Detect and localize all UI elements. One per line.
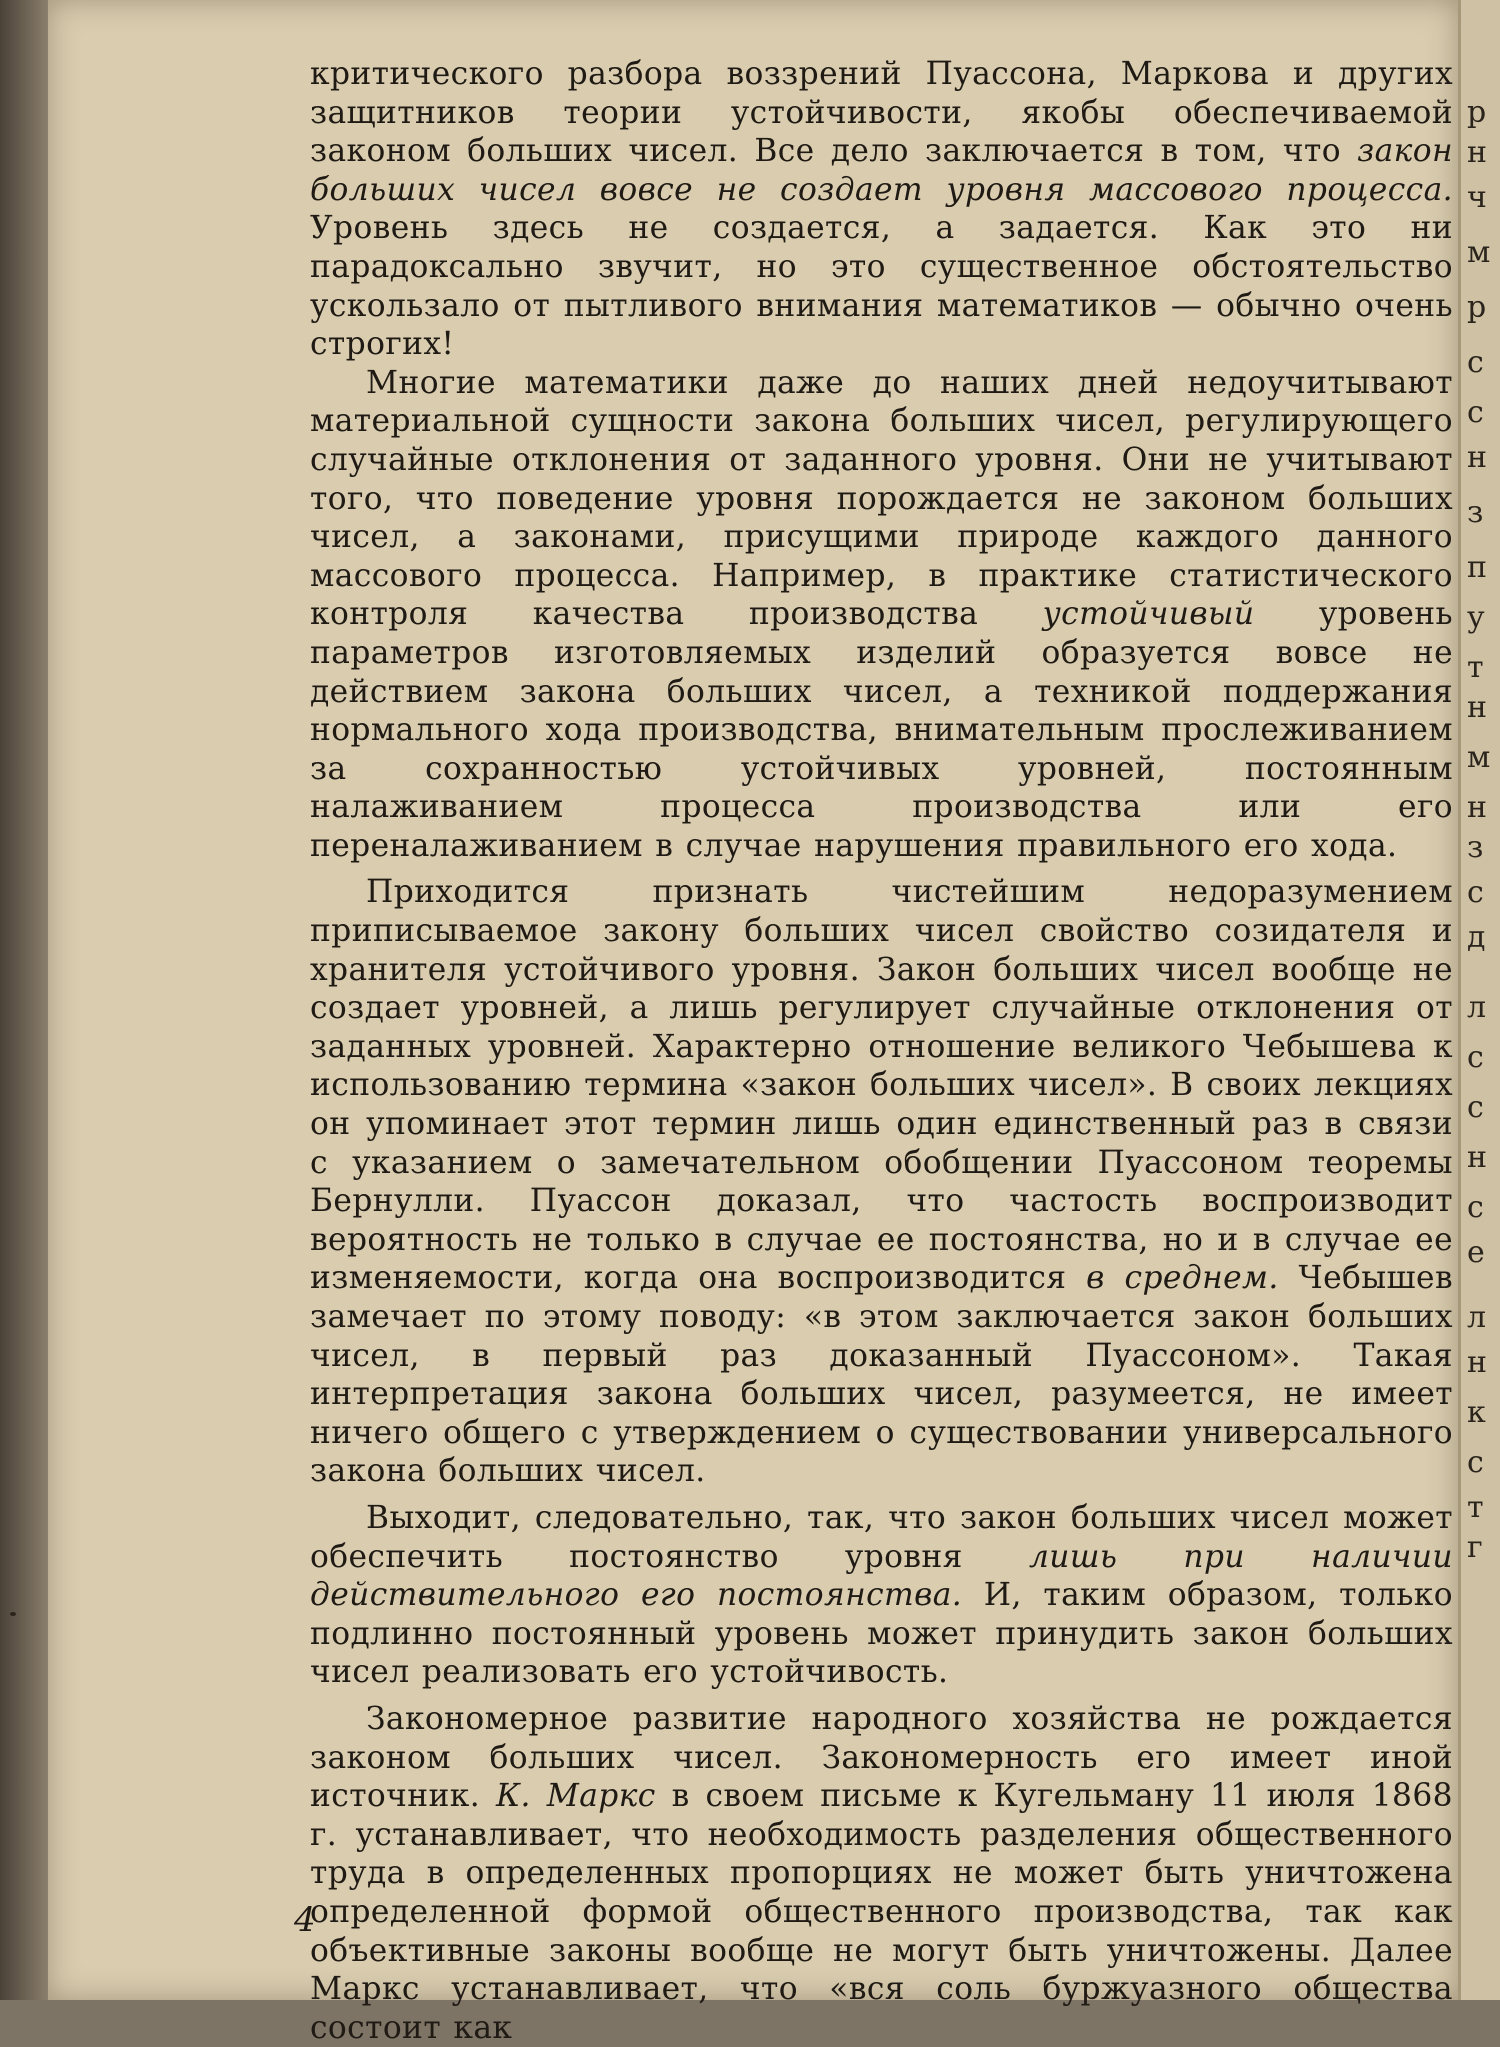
next-page-letter: с [1467,395,1484,430]
text-run: уровень параметров изготовляемых изделий образуется вовсе не действием закона больших чисел, а техникой поддержания нормального хода производства, внимательным прослеживанием за сохранностью устойчивых уровней, постоянным налаживанием процесса производства или его переналаживанием в случае нарушения правильного его хода. [310,596,1453,864]
paragraph [310,873,1453,1491]
next-page-letter: с [1467,1190,1484,1225]
paragraph [310,1499,1453,1692]
book-page [48,0,1458,2046]
next-page-letter: с [1467,1040,1484,1075]
next-page-letter: с [1467,875,1484,910]
text-run: Выходит, следовательно, так, что закон больших чисел может обеспечить постоянство уровня [310,1499,1453,1575]
text-run: Приходится признать чистейшим недоразумением приписываемое закону больших чисел свойство созидателя и хранителя устойчивого уровня. Закон больших чисел вообще не создает уровней, а лишь регулирует случайные отклонения от заданных уровней. Характерно отношение великого Чебышева к использованию термина «закон больших чисел». В своих лекциях он упоминает этот термин лишь один единственный раз в связи с указанием о замечательном обобщении Пуассоном теоремы Бернулли. Пуассон доказал, что частость воспроизводит вероятность не только в случае ее постоянства, но и в случае ее изменяемости, когда она воспроизводится [310,874,1453,1297]
next-page-letter: з [1467,830,1484,865]
adjacent-page-edge [1458,0,1500,2000]
paragraph [310,55,1453,364]
italic-emphasis: в среднем. [1086,1260,1279,1297]
text-run: И, таким образом, только подлинно постоянный уровень может принудить закон больших чисел реализовать его устойчивость. [310,1577,1453,1691]
paragraph [310,1700,1453,2047]
paper-speck [10,1612,16,1616]
next-page-letter: г [1467,1530,1483,1565]
next-page-letter: н [1467,440,1487,475]
next-page-letter: д [1467,920,1486,955]
body-text [310,55,1453,2047]
italic-emphasis: лишь при наличии действительного его постоянства. [310,1538,1453,1614]
next-page-letter: н [1467,690,1487,725]
next-page-letter: л [1467,990,1487,1025]
next-page-letter: н [1467,790,1487,825]
italic-emphasis: устойчивый [1042,596,1255,633]
next-page-letter: п [1467,550,1487,585]
next-page-letter: к [1467,1395,1486,1430]
text-run: Уровень здесь не создается, а задается. Как это ни парадоксально звучит, но это существенное обстоятельство ускользало от пытливого внимания математиков — обычно очень строгих! [310,210,1453,363]
next-page-letter: р [1467,95,1487,130]
italic-emphasis: закон больших чисел вовсе не создает уровня массового процесса. [310,133,1453,208]
next-page-letter: у [1467,600,1485,635]
text-run: Многие математики даже до наших дней недоучитывают материальной сущности закона больших чисел, регулирующего случайные отклонения от заданного уровня. Они не учитывают того, что поведение уровня порождается не законом больших чисел, а законами, присущими природе каждого данного массового процесса. Например, в практике статистического контроля качества производства [310,364,1453,633]
text-run: Чебышев замечает по этому поводу: «в этом заключается закон больших чисел, в первый раз доказанный Пуассоном». Такая интерпретация закона больших чисел, разумеется, не имеет ничего общего с утверждением о существовании универсального закона больших чисел. [310,1260,1453,1490]
next-page-letter: н [1467,135,1487,170]
next-page-letter: с [1467,1090,1484,1125]
book-spine-shadow [0,0,48,2000]
text-run: Закономерное развитие народного хозяйства не рождается законом больших чисел. Закономерность его имеет иной источник. [310,1700,1453,1815]
next-page-letter: м [1467,235,1491,270]
next-page-letter: з [1467,495,1484,530]
next-page-letter: т [1467,1490,1484,1525]
next-page-letter: л [1467,1300,1487,1335]
next-page-letter: с [1467,345,1484,380]
text-run: критического разбора воззрений Пуассона, Маркова и других защитников теории устойчивости, якобы обеспечиваемой законом больших чисел. Все дело заключается в том, что [310,56,1453,170]
next-page-letter: м [1467,740,1491,775]
next-page-letter: с [1467,1445,1484,1480]
next-page-letter: е [1467,1235,1485,1270]
text-run: в своем письме к Кугельману 11 июля 1868 г. устанавливает, что необходимость разделения общественного труда в определенных пропорциях не может быть уничтожена определенной формой общественного производства, так как объективные законы вообще не могут быть уничтожены. Далее Маркс устанавливает, что «вся соль буржуазного общества состоит как [310,1778,1453,2046]
next-page-letter: н [1467,1345,1487,1380]
next-page-letter: н [1467,1140,1487,1175]
next-page-letter: ч [1467,180,1487,215]
next-page-letter: т [1467,650,1484,685]
italic-emphasis: К. Маркс [495,1778,656,1815]
next-page-letter: р [1467,290,1487,325]
paragraph [310,364,1453,866]
page-number: 4 [294,1900,316,1940]
